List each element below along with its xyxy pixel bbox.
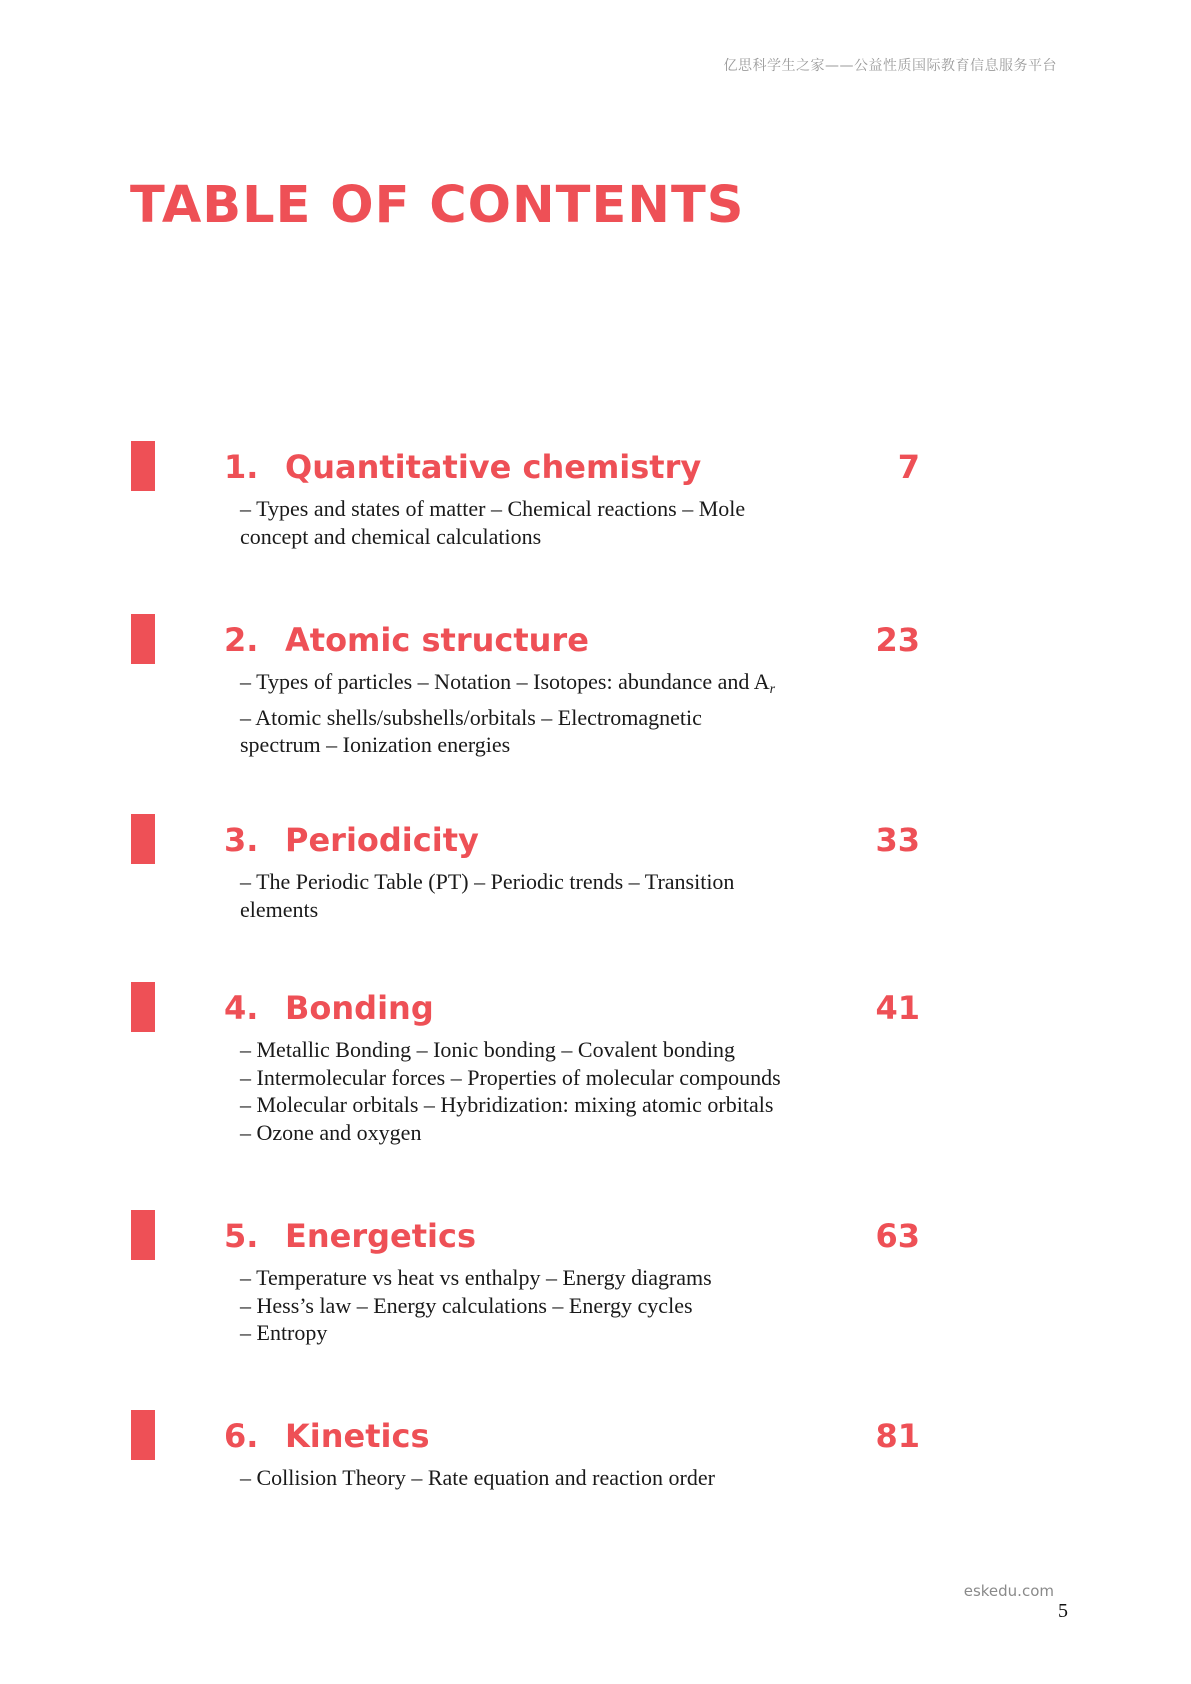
subscript-r: r [769,682,776,697]
topic-line [240,668,860,704]
topic-line: – The Periodic Table (PT) – Periodic trends – Transition [240,869,735,894]
section-marker [131,1410,155,1460]
section-number: 6. [224,1417,259,1455]
section-topics [240,868,860,923]
section-number: 2. [224,621,259,659]
topic-line: – Temperature vs heat vs enthalpy – Energy diagrams [240,1265,712,1290]
toc-entry-heading [224,447,920,487]
section-marker [131,982,155,1032]
section-page-number: 7 [897,448,920,486]
section-number: 1. [224,448,259,486]
section-topics [240,1464,860,1492]
section-marker [131,814,155,864]
header-site-text: 亿思科学生之家——公益性质国际教育信息服务平台 [723,58,1057,74]
topic-line: – Molecular orbitals – Hybridization: mixing atomic orbitals [240,1092,774,1117]
section-marker [131,614,155,664]
topic-text: – Types of particles – Notation – Isotopes: abundance and A [240,669,770,694]
section-title: Quantitative chemistry [285,448,702,486]
page-number: 5 [1058,1600,1068,1622]
topic-line: – Intermolecular forces – Properties of molecular compounds [240,1064,781,1090]
section-topics [240,668,860,759]
section-number: 4. [224,989,259,1027]
topic-line: concept and chemical calculations [240,523,542,549]
section-marker [131,441,155,491]
topic-line: – Types and states of matter – Chemical reactions – Mole [240,496,746,521]
section-topics [240,495,860,550]
section-topics [240,1036,860,1146]
topic-line: – Atomic shells/subshells/orbitals – Electromagnetic [240,704,702,730]
footer-watermark: eskedu.com [963,1582,1054,1600]
section-topics [240,1264,860,1347]
page-title: TABLE OF CONTENTS [130,176,745,235]
topic-line: – Hess’s law – Energy calculations – Energy cycles [240,1292,693,1318]
toc-entry-heading [224,1216,920,1256]
topic-line: spectrum – Ionization energies [240,732,511,757]
topic-line: – Collision Theory – Rate equation and reaction order [240,1465,715,1490]
toc-entry-heading [224,988,920,1028]
section-marker [131,1210,155,1260]
section-title: Atomic structure [285,621,589,659]
section-title: Bonding [285,989,434,1027]
section-page-number: 63 [875,1217,920,1255]
section-title: Kinetics [285,1417,430,1455]
section-page-number: 33 [875,821,920,859]
section-number: 3. [224,821,259,859]
section-number: 5. [224,1217,259,1255]
topic-line: – Ozone and oxygen [240,1119,422,1145]
section-page-number: 23 [875,621,920,659]
topic-line: elements [240,896,319,922]
section-title: Periodicity [285,821,479,859]
toc-entry-heading [224,1416,920,1456]
topic-line: – Entropy [240,1320,328,1345]
section-page-number: 81 [875,1417,920,1455]
topic-line: – Metallic Bonding – Ionic bonding – Covalent bonding [240,1037,735,1062]
section-page-number: 41 [875,989,920,1027]
toc-entry-heading [224,820,920,860]
section-title: Energetics [285,1217,477,1255]
toc-entry-heading [224,620,920,660]
